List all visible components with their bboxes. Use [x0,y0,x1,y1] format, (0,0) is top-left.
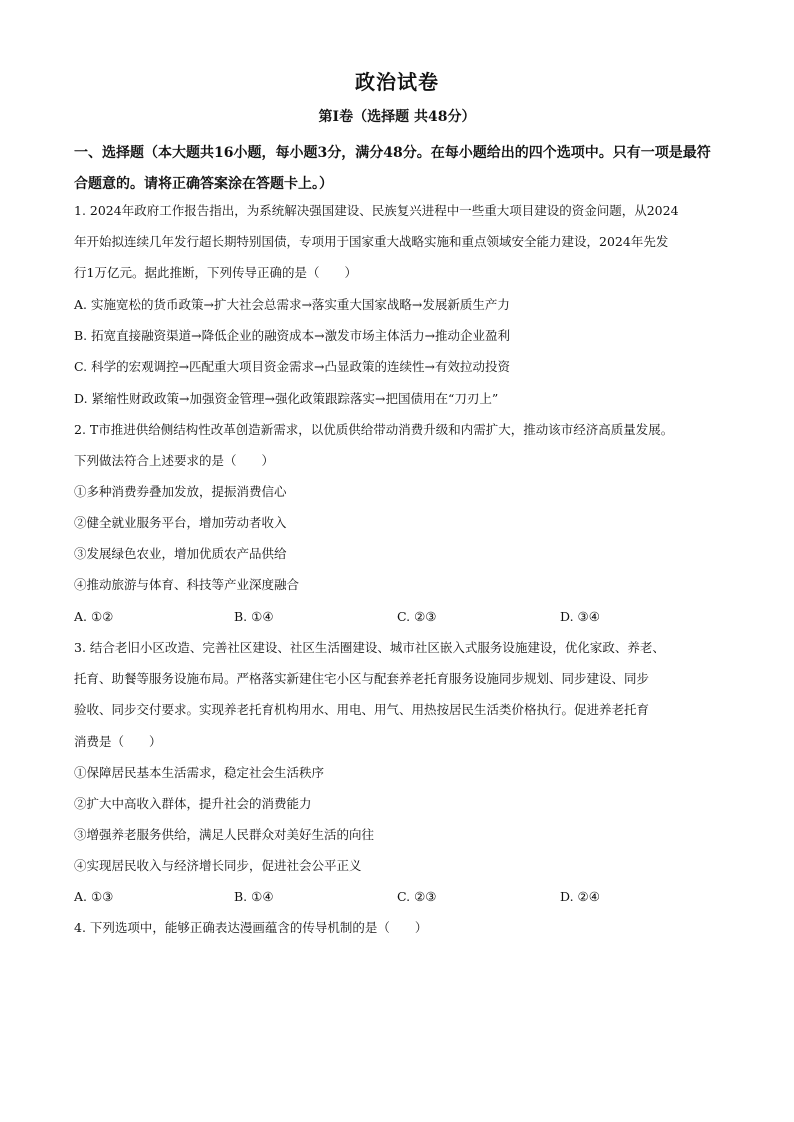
section-heading: 一、选择题（本大题共16小题，每小题3分，满分48分。在每小题给出的四个选项中。只有一项是最符合题意的。请将正确答案涂在答题卡上。） [74,145,711,192]
q1-stem-line-1: 1. 2024年政府工作报告指出，为系统解决强国建设、民族复兴进程中一些重大项目建设的资金问题，从2024 [74,203,679,218]
q2-item-3: ③发展绿色农业，增加优质农产品供给 [74,546,287,561]
q2-item-4: ④推动旅游与体育、科技等产业深度融合 [74,577,300,592]
q3-item-2: ②扩大中高收入群体，提升社会的消费能力 [74,796,312,811]
q3-choice-a: A. ①③ [74,889,114,904]
q3-stem-line-2: 托育、助餐等服务设施布局。严格落实新建住宅小区与配套养老托育服务设施同步规划、同步建设、同步 [74,671,650,686]
q2-choice-c: C. ②③ [397,609,437,624]
q1-stem-line-2: 年开始拟连续几年发行超长期特别国债，专项用于国家重大战略实施和重点领域安全能力建设，2024年先发 [74,234,669,249]
page-title: 政治试卷 [355,70,439,94]
q3-choice-b: B. ①④ [234,889,274,904]
q2-item-2: ②健全就业服务平台，增加劳动者收入 [74,515,287,530]
q1-option-c: C. 科学的宏观调控→匹配重大项目资金需求→凸显政策的连续性→有效拉动投资 [74,359,510,374]
q4-stem-line-1: 4. 下列选项中，能够正确表达漫画蕴含的传导机制的是（ ） [74,920,428,935]
q2-choice-d: D. ③④ [560,609,600,624]
q3-choice-c: C. ②③ [397,889,437,904]
q3-choice-d: D. ②④ [560,889,600,904]
part-subtitle: 第Ⅰ卷（选择题 共48分） [318,109,476,125]
q3-item-4: ④实现居民收入与经济增长同步，促进社会公平正义 [74,858,362,873]
q3-item-3: ③增强养老服务供给，满足人民群众对美好生活的向往 [74,827,375,842]
q1-option-a: A. 实施宽松的货币政策→扩大社会总需求→落实重大国家战略→发展新质生产力 [74,297,510,312]
q2-stem-line-2: 下列做法符合上述要求的是（ ） [74,453,275,468]
q3-stem-line-1: 3. 结合老旧小区改造、完善社区建设、社区生活圈建设、城市社区嵌入式服务设施建设，优化家政、养老、 [74,640,665,655]
q2-item-1: ①多种消费券叠加发放，提振消费信心 [74,484,287,499]
q2-choice-b: B. ①④ [234,609,274,624]
q3-stem-line-3: 验收、同步交付要求。实现养老托育机构用水、用电、用气、用热按居民生活类价格执行。促进养老托育 [74,702,650,717]
q1-stem-line-3: 行1万亿元。据此推断，下列传导正确的是（ ） [74,265,357,280]
q3-item-1: ①保障居民基本生活需求，稳定社会生活秩序 [74,765,325,780]
q1-option-b: B. 拓宽直接融资渠道→降低企业的融资成本→激发市场主体活力→推动企业盈利 [74,328,511,343]
q2-choice-a: A. ①② [74,609,114,624]
q1-option-d: D. 紧缩性财政政策→加强资金管理→强化政策跟踪落实→把国债用在“刀刃上” [74,391,499,406]
q2-stem-line-1: 2. T市推进供给侧结构性改革创造新需求，以优质供给带动消费升级和内需扩大，推动该市经济高质量发展。 [74,422,674,437]
q3-stem-line-4: 消费是（ ） [74,734,162,749]
